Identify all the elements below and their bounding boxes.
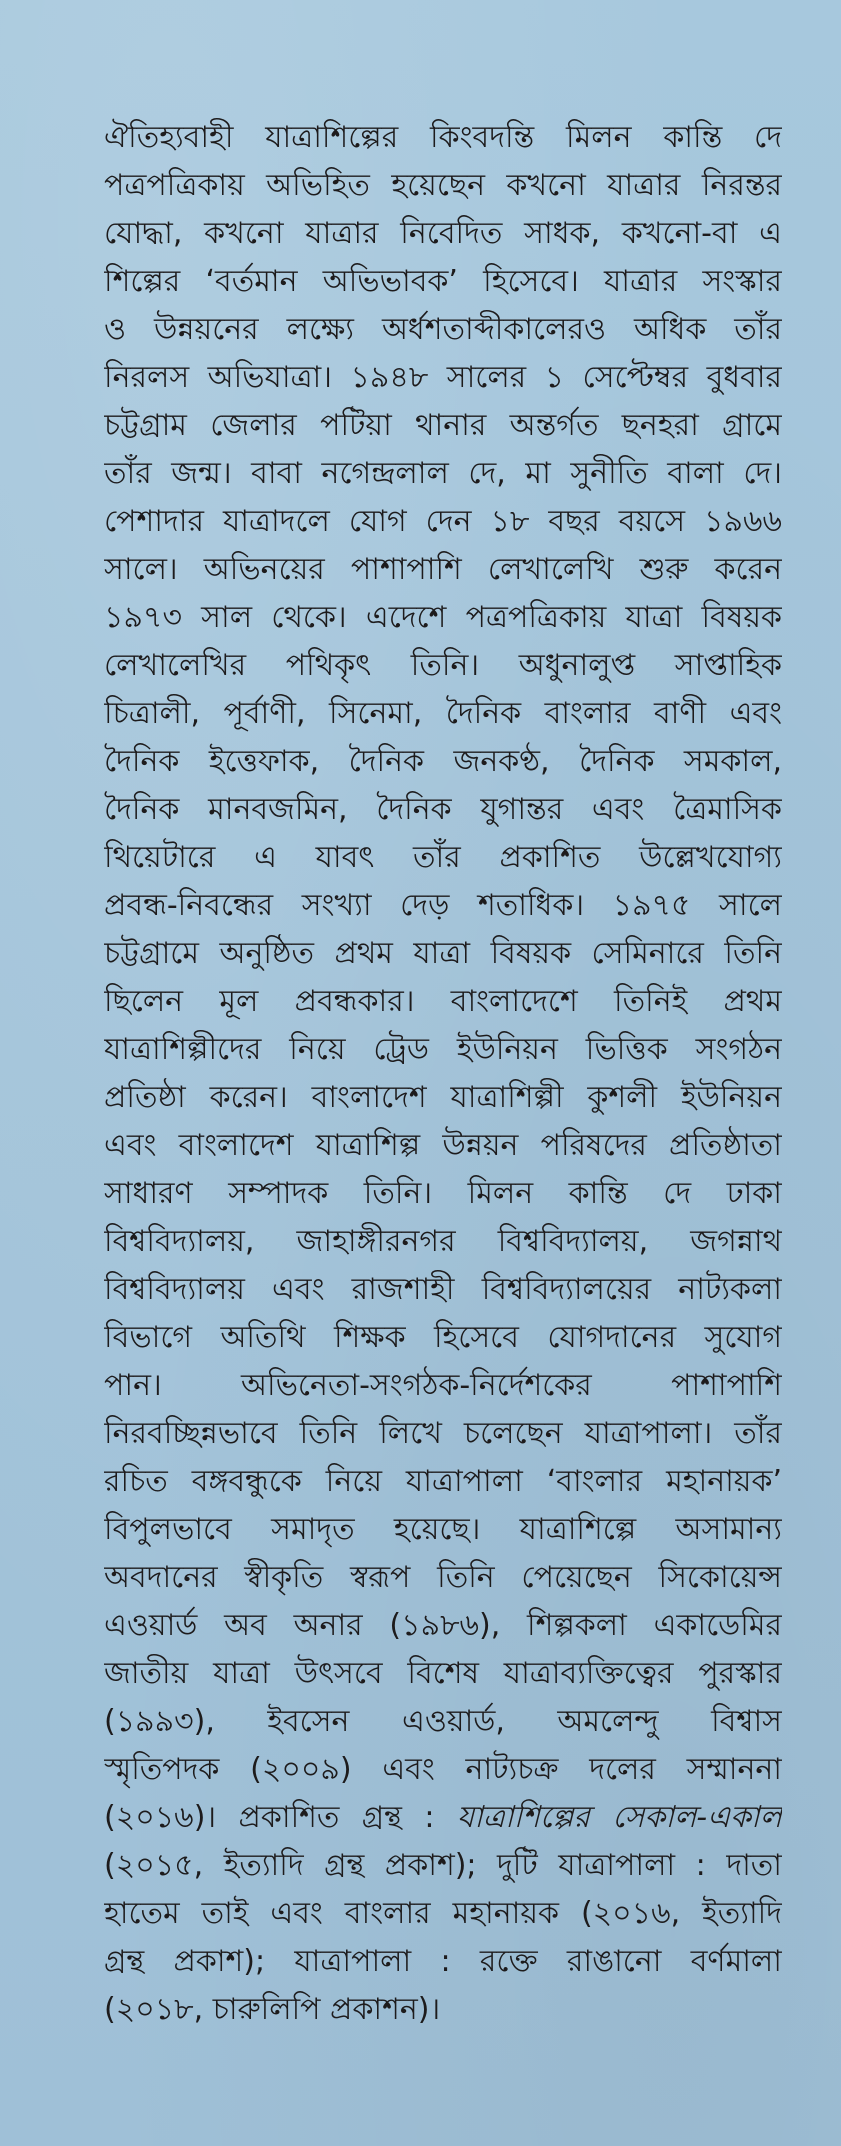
text-line: সালে। অভিনয়ের পাশাপাশি লেখালেখি শুরু করেন (104, 552, 782, 587)
text-line: পত্রপত্রিকায় অভিহিত হয়েছেন কখনো যাত্রার নিরন্তর (104, 168, 782, 203)
text-line: ঐতিহ্যবাহী যাত্রাশিল্পের কিংবদন্তি মিলন কান্তি দে (104, 120, 782, 155)
text-line: যাত্রাশিল্পীদের নিয়ে ট্রেড ইউনিয়ন ভিত্তিক সংগঠন (104, 1032, 782, 1067)
text-line: দৈনিক মানবজমিন, দৈনিক যুগান্তর এবং ত্রৈমাসিক (104, 792, 782, 827)
biography-paragraph (104, 114, 782, 2034)
text-line: (২০১৫, ইত্যাদি গ্রন্থ প্রকাশ); দুটি যাত্রাপালা : দাতা (104, 1848, 782, 1883)
text-line: শিল্পের ‘বর্তমান অভিভাবক’ হিসেবে। যাত্রার সংস্কার (104, 264, 782, 299)
text-line: ১৯৭৩ সাল থেকে। এদেশে পত্রপত্রিকায় যাত্রা বিষয়ক (104, 600, 782, 635)
text-line: বিপুলভাবে সমাদৃত হয়েছে। যাত্রাশিল্পে অসামান্য (104, 1512, 782, 1547)
text-line: দৈনিক ইত্তেফাক, দৈনিক জনকণ্ঠ, দৈনিক সমকাল, (104, 744, 782, 779)
text-line: তাঁর জন্ম। বাবা নগেন্দ্রলাল দে, মা সুনীতি বালা দে। (104, 456, 782, 491)
text-line: প্রতিষ্ঠা করেন। বাংলাদেশ যাত্রাশিল্পী কুশলী ইউনিয়ন (104, 1080, 782, 1115)
text-line: বিশ্ববিদ্যালয়, জাহাঙ্গীরনগর বিশ্ববিদ্যালয়, জগন্নাথ (104, 1224, 782, 1259)
text-line: (২০১৮, চারুলিপি প্রকাশন)। (104, 1992, 441, 2027)
text-line: গ্রন্থ প্রকাশ); যাত্রাপালা : রক্তে রাঙানো বর্ণমালা (104, 1944, 782, 1979)
text-line: ও উন্নয়নের লক্ষ্যে অর্ধশতাব্দীকালেরও অধিক তাঁর (104, 312, 782, 347)
text-line: জাতীয় যাত্রা উৎসবে বিশেষ যাত্রাব্যক্তিত্বের পুরস্কার (104, 1656, 782, 1691)
text-line: রচিত বঙ্গবন্ধুকে নিয়ে যাত্রাপালা ‘বাংলার মহানায়ক’ (104, 1464, 782, 1499)
text-line: এবং বাংলাদেশ যাত্রাশিল্প উন্নয়ন পরিষদের প্রতিষ্ঠাতা (104, 1128, 782, 1163)
text-line: ছিলেন মূল প্রবন্ধকার। বাংলাদেশে তিনিই প্রথম (104, 984, 782, 1019)
text-line: চট্টগ্রামে অনুষ্ঠিত প্রথম যাত্রা বিষয়ক সেমিনারে তিনি (104, 936, 782, 971)
text-line: থিয়েটারে এ যাবৎ তাঁর প্রকাশিত উল্লেখযোগ্য (104, 840, 782, 875)
text-line: চট্টগ্রাম জেলার পটিয়া থানার অন্তর্গত ছনহরা গ্রামে (104, 408, 782, 443)
text-line: পেশাদার যাত্রাদলে যোগ দেন ১৮ বছর বয়সে ১৯৬৬ (104, 504, 782, 539)
book-title-italic: যাত্রাশিল্পের সেকাল-একাল (456, 1800, 782, 1835)
text-line: পান। অভিনেতা-সংগঠক-নির্দেশকের পাশাপাশি (104, 1368, 782, 1403)
text-line: নিরলস অভিযাত্রা। ১৯৪৮ সালের ১ সেপ্টেম্বর বুধবার (104, 360, 782, 395)
text-line: অবদানের স্বীকৃতি স্বরূপ তিনি পেয়েছেন সিকোয়েন্স (104, 1560, 782, 1595)
text-line: লেখালেখির পথিকৃৎ তিনি। অধুনালুপ্ত সাপ্তাহিক (104, 648, 782, 683)
text-line: বিভাগে অতিথি শিক্ষক হিসেবে যোগদানের সুযোগ (104, 1320, 782, 1355)
text-line: হাতেম তাই এবং বাংলার মহানায়ক (২০১৬, ইত্যাদি (104, 1896, 782, 1931)
text-line: (১৯৯৩), ইবসেন এওয়ার্ড, অমলেন্দু বিশ্বাস (104, 1704, 782, 1739)
text-line: চিত্রালী, পূর্বাণী, সিনেমা, দৈনিক বাংলার বাণী এবং (104, 696, 782, 731)
text-line: সাধারণ সম্পাদক তিনি। মিলন কান্তি দে ঢাকা (104, 1176, 782, 1211)
text-line: প্রবন্ধ-নিবন্ধের সংখ্যা দেড় শতাধিক। ১৯৭৫ সালে (104, 888, 782, 923)
text-segment: (২০১৬)। প্রকাশিত গ্রন্থ : (104, 1800, 457, 1835)
text-line: স্মৃতিপদক (২০০৯) এবং নাট্যচক্র দলের সম্মাননা (104, 1752, 782, 1787)
text-line: বিশ্ববিদ্যালয় এবং রাজশাহী বিশ্ববিদ্যালয়ের নাট্যকলা (104, 1272, 782, 1307)
text-line: এওয়ার্ড অব অনার (১৯৮৬), শিল্পকলা একাডেমির (104, 1608, 782, 1643)
text-line: যোদ্ধা, কখনো যাত্রার নিবেদিত সাধক, কখনো-বা এ (104, 216, 782, 251)
text-line-with-book-title (104, 1794, 782, 1842)
text-line: নিরবচ্ছিন্নভাবে তিনি লিখে চলেছেন যাত্রাপালা। তাঁর (104, 1416, 782, 1451)
